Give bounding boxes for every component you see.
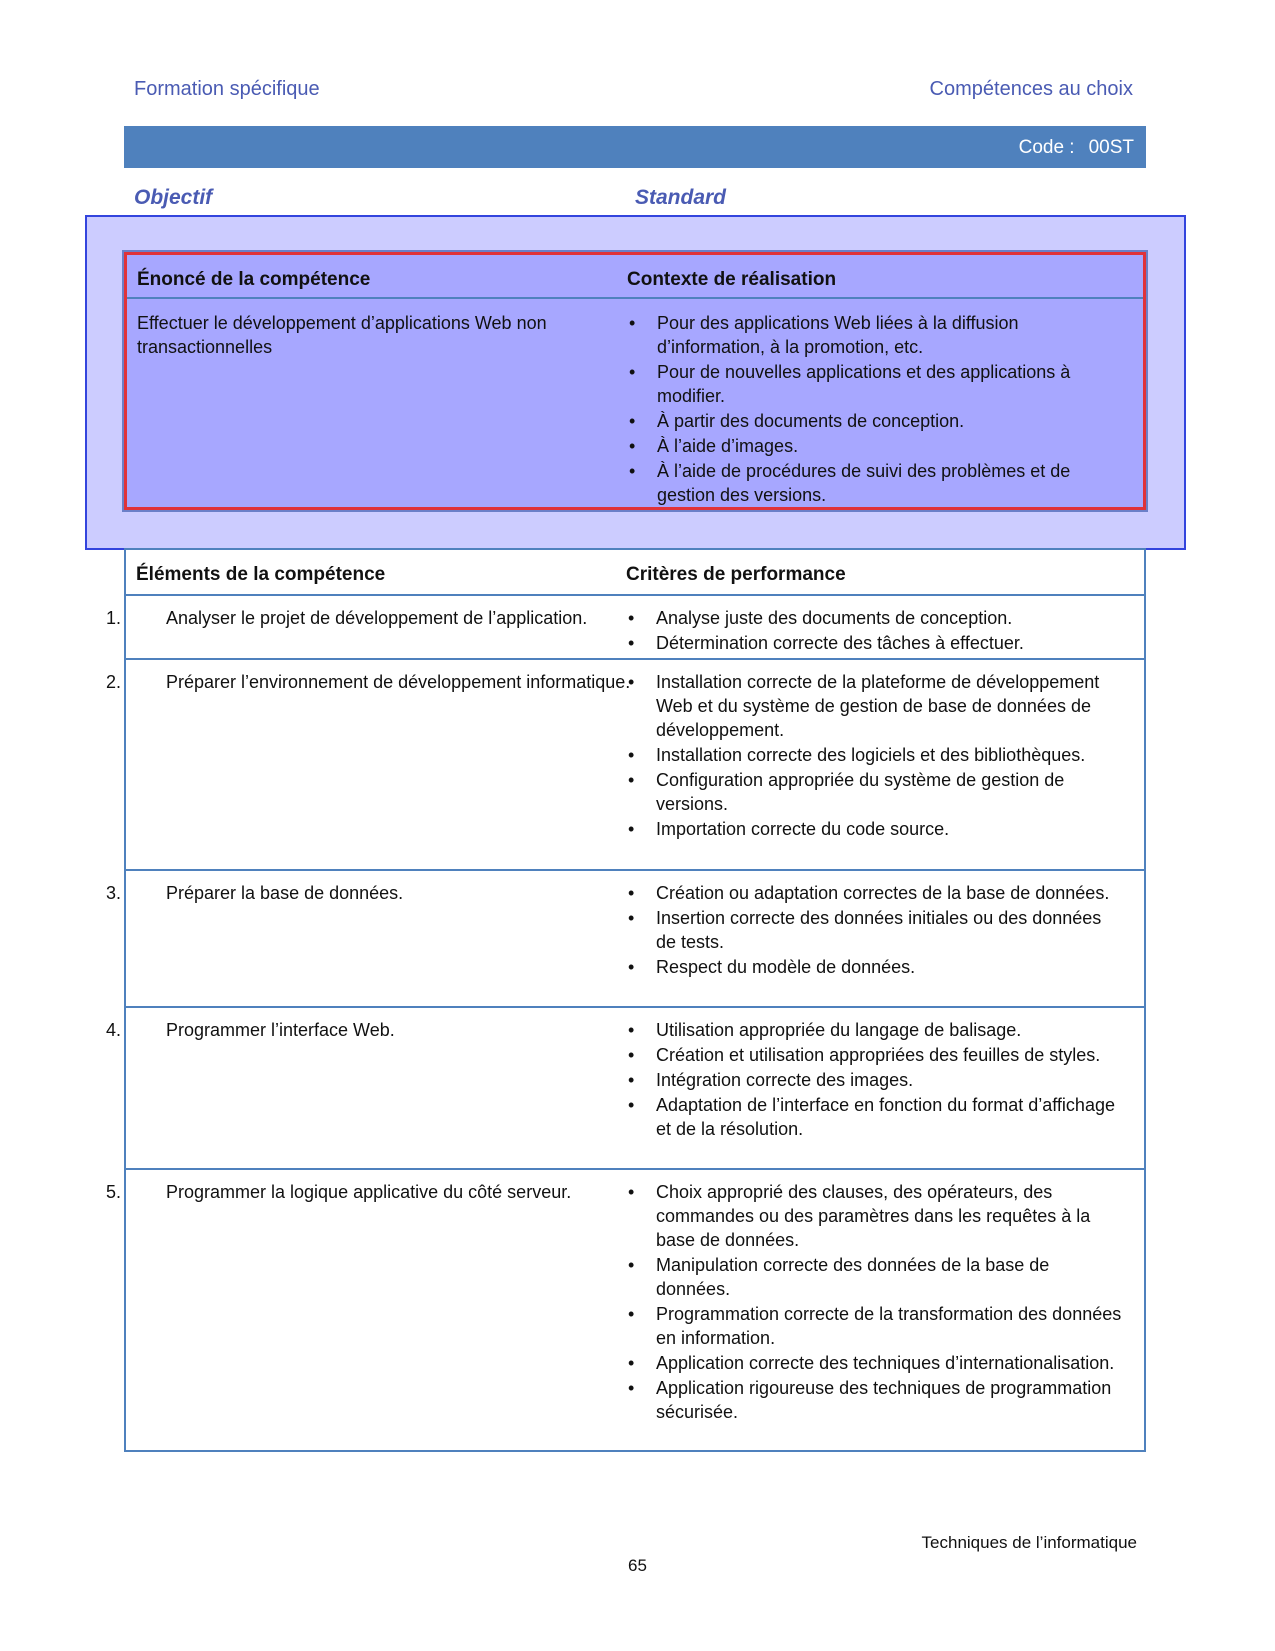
element-text: Préparer l’environnement de développement informatique. — [166, 672, 631, 692]
context-list-container — [627, 311, 1127, 508]
running-header-left: Formation spécifique — [134, 78, 320, 100]
list-item: • Application rigoureuse des techniques de programmation sécurisée. — [626, 1376, 1126, 1424]
table-row — [106, 869, 1144, 1006]
list-item: • Respect du modèle de données. — [626, 955, 1126, 979]
element-text: Programmer la logique applicative du côté serveur. — [166, 1182, 572, 1202]
running-footer: Techniques de l’informatique — [921, 1533, 1137, 1552]
list-item: • Configuration appropriée du système de gestion de versions. — [626, 768, 1126, 816]
code-label-group — [1019, 137, 1134, 159]
criteria-list — [626, 1018, 1126, 1141]
table-row — [106, 658, 1144, 869]
elements-table — [106, 548, 1146, 1452]
competence-table-body — [127, 299, 1143, 505]
list-item: • Installation correcte des logiciels et des bibliothèques. — [626, 743, 1126, 767]
element-cell — [106, 606, 656, 630]
col-header-enonce: Énoncé de la compétence — [137, 269, 371, 290]
criteria-list — [626, 606, 1126, 655]
list-item: • À l’aide d’images. — [627, 434, 1127, 458]
element-number: 4. — [106, 1020, 122, 1040]
col-header-contexte: Contexte de réalisation — [627, 269, 837, 290]
list-item: • Insertion correcte des données initiales ou des données de tests. — [626, 906, 1126, 954]
section-heading-standard: Standard — [635, 186, 727, 209]
element-text: Analyser le projet de développement de l’application. — [166, 608, 588, 628]
element-text: Préparer la base de données. — [166, 883, 404, 903]
table-row — [106, 594, 1144, 658]
list-item: • Intégration correcte des images. — [626, 1068, 1126, 1092]
criteria-list — [626, 881, 1126, 979]
element-number: 2. — [106, 672, 122, 692]
running-header-right: Compétences au choix — [929, 78, 1133, 100]
list-item: • Importation correcte du code source. — [626, 817, 1126, 841]
element-number: 3. — [106, 883, 122, 903]
competence-statement: Effectuer le développement d’applications Web non transactionnelles — [137, 313, 547, 357]
criteria-cell — [626, 670, 1126, 842]
element-cell — [106, 670, 656, 694]
competence-table — [124, 252, 1146, 510]
list-item: • À partir des documents de conception. — [627, 409, 1127, 433]
list-item: • Création et utilisation appropriées des feuilles de styles. — [626, 1043, 1126, 1067]
list-item: • Adaptation de l’interface en fonction du format d’affichage et de la résolution. — [626, 1093, 1126, 1141]
list-item: • Création ou adaptation correctes de la base de données. — [626, 881, 1126, 905]
code-bar — [124, 126, 1146, 168]
list-item: • Pour des applications Web liées à la diffusion d’information, à la promotion, etc. — [627, 311, 1127, 359]
element-number: 1. — [106, 608, 122, 628]
col-header-criteres: Critères de performance — [626, 564, 846, 585]
element-text: Programmer l’interface Web. — [166, 1020, 395, 1040]
criteria-cell — [626, 881, 1126, 980]
list-item: • À l’aide de procédures de suivi des problèmes et de gestion des versions. — [627, 459, 1127, 507]
code-label: Code : — [1018, 137, 1075, 158]
col-header-elements: Éléments de la compétence — [136, 564, 386, 585]
element-cell — [106, 1018, 656, 1042]
section-heading-objectif: Objectif — [134, 186, 213, 209]
table-row — [106, 1168, 1144, 1450]
list-item: • Manipulation correcte des données de la base de données. — [626, 1253, 1126, 1301]
list-item: • Utilisation appropriée du langage de balisage. — [626, 1018, 1126, 1042]
criteria-cell — [626, 1018, 1126, 1142]
list-item: • Installation correcte de la plateforme de développement Web et du système de gestion de base de données de développement. — [626, 670, 1126, 742]
list-item: • Pour de nouvelles applications et des applications à modifier. — [627, 360, 1127, 408]
criteria-cell — [626, 1180, 1126, 1425]
code-value: 00ST — [1088, 137, 1134, 158]
list-item: • Application correcte des techniques d’internationalisation. — [626, 1351, 1126, 1375]
list-item: • Analyse juste des documents de conception. — [626, 606, 1126, 630]
context-list — [627, 311, 1127, 507]
competence-table-header — [127, 255, 1143, 299]
table-row — [106, 1006, 1144, 1168]
list-item: • Choix approprié des clauses, des opérateurs, des commandes ou des paramètres dans les requêtes à la base de données. — [626, 1180, 1126, 1252]
list-item: • Programmation correcte de la transformation des données en information. — [626, 1302, 1126, 1350]
element-cell — [106, 1180, 656, 1204]
elements-table-header — [126, 550, 1144, 594]
criteria-cell — [626, 606, 1126, 656]
criteria-list — [626, 1180, 1126, 1424]
element-cell — [106, 881, 656, 905]
page-number: 65 — [628, 1556, 647, 1575]
list-item: • Détermination correcte des tâches à effectuer. — [626, 631, 1126, 655]
element-number: 5. — [106, 1182, 122, 1202]
criteria-list — [626, 670, 1126, 841]
